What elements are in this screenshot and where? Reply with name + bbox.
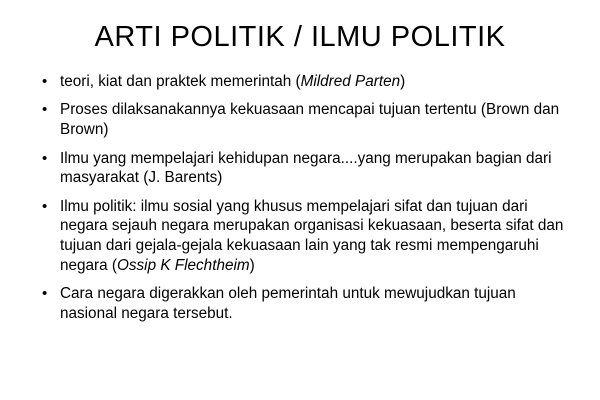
list-item-text: [60, 285, 516, 322]
body-text: Ilmu politik: ilmu sosial yang khusus mempelajari sifat dan tujuan dari negara sejauh negara merupakan organisasi kekuasaan, beserta sifat dan tujuan dari gejala-gejala kekuasaan lain yang tak resmi mempengaruhi negara (: [60, 197, 564, 274]
citation-text: Mildred Parten: [300, 72, 401, 90]
list-item: [40, 197, 568, 275]
bullet-dot-icon: •: [42, 101, 48, 119]
body-text: Ilmu yang mempelajari kehidupan negara....yang merupakan bagian dari masyarakat (J. Barents): [60, 149, 552, 187]
bullet-dot-icon: •: [42, 149, 48, 167]
list-item-text: [60, 73, 405, 90]
list-item-text: [60, 198, 563, 274]
citation-text: Ossip K Flechtheim: [116, 256, 250, 274]
list-item-text: [60, 150, 552, 187]
body-text: teori, kiat dan praktek memerintah (: [60, 72, 301, 90]
body-text: Proses dilaksanakannya kekuasaan mencapai tujuan tertentu (Brown dan Brown): [60, 101, 560, 139]
body-text: Cara negara digerakkan oleh pemerintah untuk mewujudkan tujuan nasional negara tersebut.: [60, 285, 516, 322]
list-item: [40, 72, 568, 92]
list-item: [40, 149, 568, 188]
bullet-dot-icon: •: [42, 197, 48, 215]
bullet-dot-icon: •: [42, 72, 48, 90]
bullet-dot-icon: •: [42, 285, 48, 303]
page-title: ARTI POLITIK / ILMU POLITIK: [94, 21, 506, 53]
list-item: [40, 284, 568, 323]
body-text: ): [400, 72, 406, 90]
list-item-text: [60, 101, 559, 138]
bullet-list: [26, 72, 574, 323]
list-item: [40, 100, 568, 139]
body-text: ): [249, 256, 255, 274]
